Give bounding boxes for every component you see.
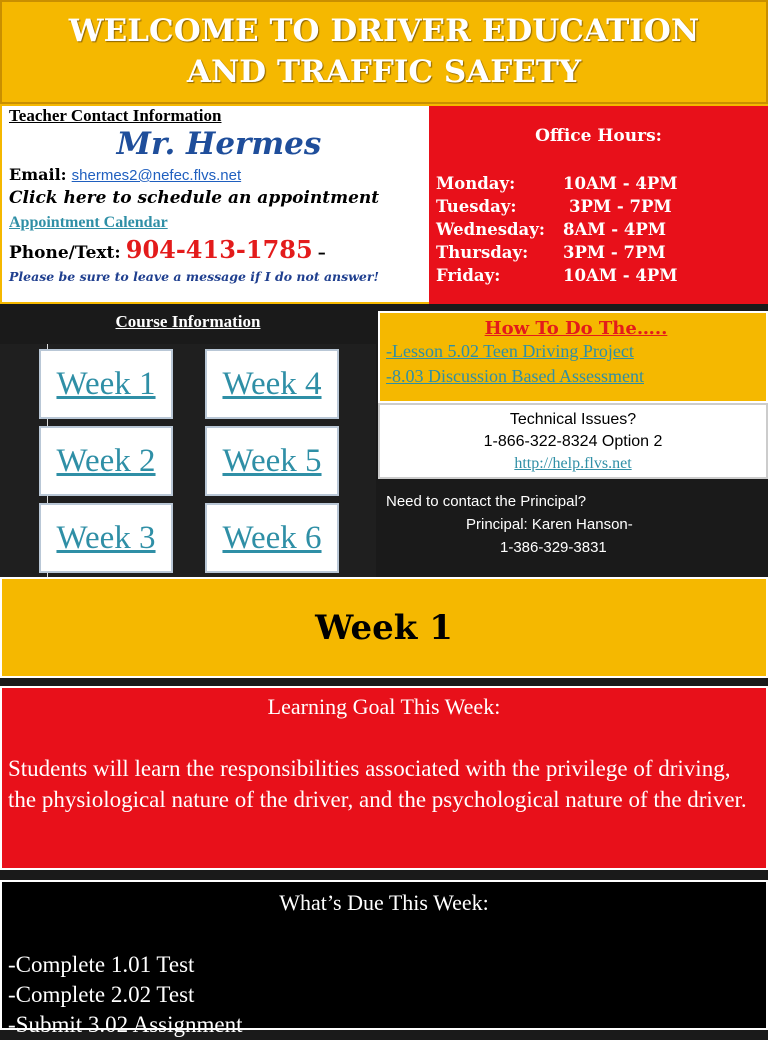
due-this-week-box: [0, 880, 768, 1037]
header-line-2: AND TRAFFIC SAFETY: [186, 54, 582, 90]
phone-dash: –: [317, 243, 326, 262]
list-item: -Complete 2.02 Test: [8, 982, 195, 1007]
header-line-1: WELCOME TO DRIVER EDUCATION: [68, 13, 700, 49]
principal-contact: [386, 490, 766, 559]
list-item: -Submit 3.02 Assignment: [8, 1012, 243, 1037]
hours-time: 3PM - 7PM: [563, 243, 666, 262]
teacher-name: Mr. Hermes: [116, 126, 322, 162]
learning-goal-heading: Learning Goal This Week:: [267, 694, 501, 719]
appointment-calendar-link[interactable]: Appointment Calendar: [9, 214, 168, 231]
tech-phone: 1-866-322-8324 Option 2: [483, 433, 663, 450]
hours-time: 3PM - 7PM: [569, 197, 672, 216]
hours-time: 10AM - 4PM: [563, 174, 678, 193]
technical-issues-box: [378, 403, 768, 479]
hours-day: Friday:: [436, 266, 501, 285]
hours-row: [436, 264, 678, 287]
hours-row: [436, 172, 678, 195]
hours-day: Wednesday:: [436, 220, 545, 239]
due-heading: What’s Due This Week:: [279, 890, 489, 915]
email-link[interactable]: shermes2@nefec.flvs.net: [71, 167, 242, 184]
principal-name: Principal: Karen Hanson-: [466, 516, 633, 533]
email-label: Email:: [9, 165, 67, 184]
week-4-button[interactable]: Week 4: [205, 349, 339, 419]
hours-row: [436, 241, 678, 264]
phone-number: 904-413-1785: [125, 235, 313, 264]
teacher-contact-heading: Teacher Contact Information: [9, 106, 222, 125]
hours-row: [436, 195, 678, 218]
schedule-text[interactable]: Click here to schedule an appointment: [9, 188, 380, 208]
learning-goal-text: Students will learn the responsibilities associated with the privilege of driving, the physiological nature of the driver, and the psychological nature of the driver.: [8, 756, 747, 812]
course-information-title: Course Information: [115, 312, 261, 331]
hours-time: 10AM - 4PM: [563, 266, 678, 285]
hours-day: Thursday:: [436, 243, 529, 262]
week-6-button[interactable]: Week 6: [205, 503, 339, 573]
lesson-5-02-link[interactable]: -Lesson 5.02 Teen Driving Project: [386, 341, 634, 361]
week-1-button[interactable]: Week 1: [39, 349, 173, 419]
how-to-box: [378, 311, 768, 403]
hours-day: Monday:: [436, 174, 516, 193]
week-5-button[interactable]: Week 5: [205, 426, 339, 496]
due-list: [2, 950, 766, 1040]
hours-day: Tuesday:: [436, 197, 517, 216]
discussion-8-03-link[interactable]: -8.03 Discussion Based Assessment: [386, 366, 644, 386]
principal-question: Need to contact the Principal?: [386, 493, 587, 510]
how-to-title: How To Do The…..: [484, 318, 668, 339]
office-hours-box: [429, 104, 768, 304]
principal-phone: 1-386-329-3831: [500, 539, 607, 556]
learning-goal-box: [0, 686, 768, 870]
hours-time: 8AM - 4PM: [563, 220, 667, 239]
teacher-contact-box: [0, 104, 429, 304]
page-header: [0, 0, 768, 104]
office-hours-title: Office Hours:: [535, 126, 662, 146]
message-note: Please be sure to leave a message if I do not answer!: [9, 269, 379, 284]
week-heading: Week 1: [0, 577, 768, 678]
week-2-button[interactable]: Week 2: [39, 426, 173, 496]
office-hours-table: [436, 172, 678, 287]
tech-title: Technical Issues?: [509, 411, 637, 428]
hours-row: [436, 218, 678, 241]
help-link[interactable]: http://help.flvs.net: [514, 455, 632, 472]
phone-label: Phone/Text:: [9, 243, 121, 263]
list-item: -Complete 1.01 Test: [8, 952, 195, 977]
week-3-button[interactable]: Week 3: [39, 503, 173, 573]
